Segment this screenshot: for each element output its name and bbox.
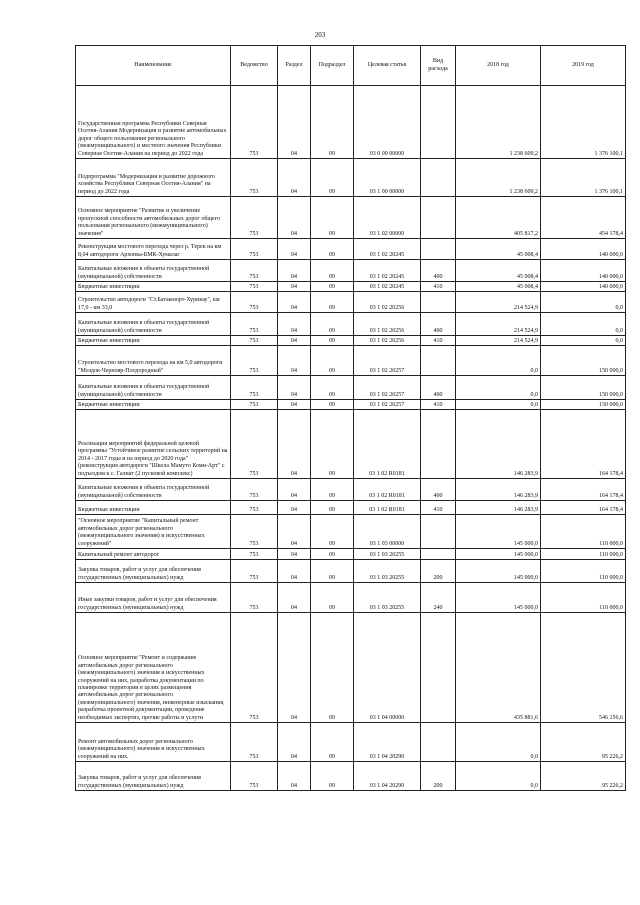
row-name: Бюджетные инвестиции xyxy=(76,400,231,410)
table-row xyxy=(76,159,626,197)
row-podrazdel: 09 xyxy=(311,336,354,346)
row-vedomstvo: 753 xyxy=(231,400,278,410)
row-name: Капитальные вложения в объекты государственной (муниципальной) собственности xyxy=(76,313,231,336)
row-vedomstvo: 753 xyxy=(231,336,278,346)
table-row xyxy=(76,197,626,239)
row-vedomstvo: 753 xyxy=(231,260,278,282)
row-expense-type: 400 xyxy=(421,479,456,501)
row-podrazdel: 09 xyxy=(311,400,354,410)
row-vedomstvo: 753 xyxy=(231,292,278,313)
row-target-article: 03 1 02 20257 xyxy=(354,376,421,400)
row-target-article: 03 1 04 20290 xyxy=(354,762,421,791)
row-amount-2018: 45 008,4 xyxy=(456,239,541,260)
row-amount-2019: 1 376 100,1 xyxy=(541,86,626,159)
table-row xyxy=(76,313,626,336)
page-number: 203 xyxy=(314,31,326,39)
row-amount-2019: 140 000,0 xyxy=(541,260,626,282)
header-year-2018: 2018 год xyxy=(456,46,541,86)
row-amount-2019: 164 178,4 xyxy=(541,479,626,501)
row-vedomstvo: 753 xyxy=(231,410,278,479)
row-expense-type xyxy=(421,239,456,260)
table-row xyxy=(76,400,626,410)
row-amount-2018: 45 008,4 xyxy=(456,260,541,282)
row-vedomstvo: 753 xyxy=(231,282,278,292)
table-row xyxy=(76,560,626,583)
row-podrazdel: 09 xyxy=(311,613,354,723)
row-podrazdel: 09 xyxy=(311,260,354,282)
header-year-2019: 2019 год xyxy=(541,46,626,86)
row-expense-type xyxy=(421,515,456,549)
row-amount-2018: 435 881,6 xyxy=(456,613,541,723)
row-razdel: 04 xyxy=(278,583,311,613)
table-row xyxy=(76,549,626,560)
row-razdel: 04 xyxy=(278,336,311,346)
row-razdel: 04 xyxy=(278,159,311,197)
row-amount-2018: 145 000,0 xyxy=(456,549,541,560)
table-row xyxy=(76,239,626,260)
row-razdel: 04 xyxy=(278,723,311,762)
row-name: Бюджетные инвестиции xyxy=(76,336,231,346)
row-name: Закупка товаров, работ и услуг для обеспечения государственных (муниципальных) нужд xyxy=(76,560,231,583)
row-podrazdel: 09 xyxy=(311,159,354,197)
row-name: "Основное мероприятие "Капитальный ремонт автомобильных дорог регионального (межмуниципального значения) и искусственных сооружений" xyxy=(76,515,231,549)
table-body xyxy=(76,86,626,791)
row-podrazdel: 09 xyxy=(311,410,354,479)
row-podrazdel: 09 xyxy=(311,86,354,159)
row-target-article: 03 1 02 R0181 xyxy=(354,479,421,501)
row-amount-2018: 1 238 609,2 xyxy=(456,159,541,197)
table-row xyxy=(76,260,626,282)
row-vedomstvo: 753 xyxy=(231,549,278,560)
row-name: Закупка товаров, работ и услуг для обеспечения государственных (муниципальных) нужд xyxy=(76,762,231,791)
row-name: Бюджетные инвестиции xyxy=(76,501,231,515)
row-name: Государственная программа Республики Северная Осетия-Алания Модернизация и развитие автомобильных дорог общего пользования регионального (межмуниципального) и местного значения Республики Северная Осетия-Алания на период до 2022 года xyxy=(76,86,231,159)
row-podrazdel: 09 xyxy=(311,197,354,239)
row-target-article: 03 0 00 00000 xyxy=(354,86,421,159)
row-razdel: 04 xyxy=(278,86,311,159)
row-amount-2019: 95 226,2 xyxy=(541,723,626,762)
row-amount-2019: 140 000,0 xyxy=(541,282,626,292)
row-razdel: 04 xyxy=(278,410,311,479)
row-razdel: 04 xyxy=(278,613,311,723)
row-amount-2019: 95 226,2 xyxy=(541,762,626,791)
row-target-article: 03 1 03 20255 xyxy=(354,583,421,613)
row-razdel: 04 xyxy=(278,197,311,239)
row-amount-2018: 0,0 xyxy=(456,346,541,376)
row-target-article: 03 1 02 20256 xyxy=(354,313,421,336)
row-expense-type: 410 xyxy=(421,501,456,515)
row-podrazdel: 09 xyxy=(311,549,354,560)
row-podrazdel: 09 xyxy=(311,723,354,762)
row-amount-2018: 145 000,0 xyxy=(456,583,541,613)
row-vedomstvo: 753 xyxy=(231,501,278,515)
row-expense-type: 410 xyxy=(421,336,456,346)
row-amount-2018: 214 524,9 xyxy=(456,336,541,346)
row-name: Капитальные вложения в объекты государственной (муниципальной) собственности xyxy=(76,260,231,282)
row-razdel: 04 xyxy=(278,239,311,260)
row-razdel: 04 xyxy=(278,762,311,791)
row-name: Строительство автодороги "Ст.Батакоюрт-Хурикау", км 17,0 - км 33,0 xyxy=(76,292,231,313)
row-vedomstvo: 753 xyxy=(231,515,278,549)
row-vedomstvo: 753 xyxy=(231,762,278,791)
row-amount-2018: 1 238 609,2 xyxy=(456,86,541,159)
row-razdel: 04 xyxy=(278,292,311,313)
row-amount-2019: 1 376 100,1 xyxy=(541,159,626,197)
row-amount-2019: 110 000,0 xyxy=(541,515,626,549)
row-vedomstvo: 753 xyxy=(231,583,278,613)
row-name: Основное мероприятие "Ремонт и содержание автомобильных дорог регионального (межмуниципального) значения и искусственных сооружений на них, разработка документации по планировке территории в целях размещения автомобильных дорог регионального (межмуниципального) значения, инженерные изыскания, разработка проектной документации, проведение необходимых экспертиз, прочие работы и услуги xyxy=(76,613,231,723)
table-row xyxy=(76,282,626,292)
row-podrazdel: 09 xyxy=(311,292,354,313)
table-row xyxy=(76,292,626,313)
row-amount-2019: 164 178,4 xyxy=(541,501,626,515)
row-amount-2019: 150 000,0 xyxy=(541,400,626,410)
row-podrazdel: 09 xyxy=(311,583,354,613)
row-target-article: 03 1 02 20245 xyxy=(354,239,421,260)
row-amount-2018: 146 283,9 xyxy=(456,501,541,515)
row-podrazdel: 09 xyxy=(311,313,354,336)
row-target-article: 03 1 02 20256 xyxy=(354,292,421,313)
table-row xyxy=(76,86,626,159)
row-name: Капитальные вложения в объекты государственной (муниципальной) собственности xyxy=(76,479,231,501)
header-podrazdel: Подраздел xyxy=(311,46,354,86)
row-expense-type xyxy=(421,346,456,376)
row-expense-type xyxy=(421,197,456,239)
row-amount-2018: 146 283,9 xyxy=(456,479,541,501)
table-row xyxy=(76,376,626,400)
row-razdel: 04 xyxy=(278,313,311,336)
row-podrazdel: 09 xyxy=(311,479,354,501)
row-amount-2019: 110 000,0 xyxy=(541,583,626,613)
row-amount-2019: 110 000,0 xyxy=(541,549,626,560)
row-expense-type: 410 xyxy=(421,400,456,410)
row-target-article: 03 1 02 20245 xyxy=(354,260,421,282)
row-razdel: 04 xyxy=(278,346,311,376)
row-amount-2019: 150 000,0 xyxy=(541,376,626,400)
row-razdel: 04 xyxy=(278,400,311,410)
row-name: Бюджетные инвестиции xyxy=(76,282,231,292)
row-target-article: 03 1 04 00000 xyxy=(354,613,421,723)
row-razdel: 04 xyxy=(278,549,311,560)
row-vedomstvo: 753 xyxy=(231,313,278,336)
row-expense-type: 200 xyxy=(421,762,456,791)
row-razdel: 04 xyxy=(278,479,311,501)
row-vedomstvo: 753 xyxy=(231,376,278,400)
row-razdel: 04 xyxy=(278,515,311,549)
budget-table xyxy=(75,45,626,791)
row-name: Строительство мостового перехода на км 5,0 автодороги "Моздок-Чернояр-Плодородный" xyxy=(76,346,231,376)
row-name: Реализация мероприятий федеральной целевой программы "Устойчивое развитие сельских территорий на 2014 - 2017 годы и на период до 2020 года" (реконструкция автодороги "Школа Мамуто Коми-Арт" с подъездом к с. Галиат (2 пусковой комплекс) xyxy=(76,410,231,479)
row-name: Подпрограмма "Модернизация и развитие дорожного хозяйства Республики Северная Осетия-Алания" на период до 2022 года xyxy=(76,159,231,197)
table-row xyxy=(76,336,626,346)
table-row xyxy=(76,479,626,501)
row-name: Иные закупки товаров, работ и услуг для обеспечения государственных (муниципальных) нужд xyxy=(76,583,231,613)
table-row xyxy=(76,501,626,515)
row-target-article: 03 1 02 R0181 xyxy=(354,501,421,515)
row-expense-type xyxy=(421,613,456,723)
row-target-article: 03 1 03 00000 xyxy=(354,515,421,549)
row-podrazdel: 09 xyxy=(311,282,354,292)
row-target-article: 03 1 03 20255 xyxy=(354,560,421,583)
table-row xyxy=(76,515,626,549)
row-expense-type xyxy=(421,86,456,159)
row-expense-type xyxy=(421,292,456,313)
row-razdel: 04 xyxy=(278,376,311,400)
row-razdel: 04 xyxy=(278,282,311,292)
table-row xyxy=(76,346,626,376)
row-amount-2019: 546 156,6 xyxy=(541,613,626,723)
row-target-article: 03 1 02 20257 xyxy=(354,346,421,376)
row-expense-type xyxy=(421,723,456,762)
row-expense-type: 200 xyxy=(421,560,456,583)
row-expense-type: 400 xyxy=(421,376,456,400)
row-podrazdel: 09 xyxy=(311,515,354,549)
row-expense-type: 410 xyxy=(421,282,456,292)
row-expense-type: 400 xyxy=(421,313,456,336)
table-row xyxy=(76,723,626,762)
row-podrazdel: 09 xyxy=(311,762,354,791)
row-vedomstvo: 753 xyxy=(231,239,278,260)
row-name: Ремонт автомобильных дорог регионального (межмуниципального) значения и искусственных сооружений на них. xyxy=(76,723,231,762)
row-amount-2018: 405 817,2 xyxy=(456,197,541,239)
row-razdel: 04 xyxy=(278,560,311,583)
row-amount-2018: 0,0 xyxy=(456,723,541,762)
row-podrazdel: 09 xyxy=(311,560,354,583)
row-vedomstvo: 753 xyxy=(231,723,278,762)
row-amount-2018: 0,0 xyxy=(456,376,541,400)
row-target-article: 03 1 02 00000 xyxy=(354,197,421,239)
row-amount-2019: 150 000,0 xyxy=(541,346,626,376)
row-target-article: 03 1 02 R0181 xyxy=(354,410,421,479)
header-target-article: Целевая статья xyxy=(354,46,421,86)
row-amount-2018: 146 283,9 xyxy=(456,410,541,479)
row-expense-type xyxy=(421,410,456,479)
row-vedomstvo: 753 xyxy=(231,159,278,197)
row-amount-2018: 45 008,4 xyxy=(456,282,541,292)
row-target-article: 03 1 02 20245 xyxy=(354,282,421,292)
row-name: Капитальные вложения в объекты государственной (муниципальной) собственности xyxy=(76,376,231,400)
row-amount-2018: 145 000,0 xyxy=(456,560,541,583)
row-razdel: 04 xyxy=(278,260,311,282)
row-amount-2018: 214 524,9 xyxy=(456,313,541,336)
row-expense-type xyxy=(421,159,456,197)
row-podrazdel: 09 xyxy=(311,346,354,376)
row-podrazdel: 09 xyxy=(311,239,354,260)
row-amount-2018: 0,0 xyxy=(456,762,541,791)
row-expense-type: 240 xyxy=(421,583,456,613)
table-row xyxy=(76,583,626,613)
row-amount-2019: 454 178,4 xyxy=(541,197,626,239)
row-vedomstvo: 753 xyxy=(231,560,278,583)
row-target-article: 03 1 04 20290 xyxy=(354,723,421,762)
row-name: Основное мероприятие "Развитие и увеличение пропускной способности автомобильных дорог общего пользования регионального (межмуниципального) значения" xyxy=(76,197,231,239)
table-row xyxy=(76,613,626,723)
row-vedomstvo: 753 xyxy=(231,479,278,501)
table-row xyxy=(76,410,626,479)
row-amount-2019: 0,0 xyxy=(541,336,626,346)
row-name: Реконструкция мостового перехода через р. Терек на км 8,04 автодороги Архонка-БМК-Хумалаг xyxy=(76,239,231,260)
row-amount-2018: 0,0 xyxy=(456,400,541,410)
row-amount-2019: 140 000,0 xyxy=(541,239,626,260)
row-amount-2018: 145 000,0 xyxy=(456,515,541,549)
header-vedomstvo: Ведомство xyxy=(231,46,278,86)
row-target-article: 03 1 03 20255 xyxy=(354,549,421,560)
header-expense-type: Вид расхода xyxy=(421,46,456,86)
row-podrazdel: 09 xyxy=(311,376,354,400)
row-vedomstvo: 753 xyxy=(231,346,278,376)
row-amount-2018: 214 524,9 xyxy=(456,292,541,313)
row-vedomstvo: 753 xyxy=(231,197,278,239)
row-razdel: 04 xyxy=(278,501,311,515)
header-razdel: Раздел xyxy=(278,46,311,86)
table-header-row xyxy=(76,46,626,86)
row-podrazdel: 09 xyxy=(311,501,354,515)
row-name: Капитальный ремонт автодорог xyxy=(76,549,231,560)
row-amount-2019: 110 000,0 xyxy=(541,560,626,583)
row-expense-type xyxy=(421,549,456,560)
row-amount-2019: 164 178,4 xyxy=(541,410,626,479)
row-vedomstvo: 753 xyxy=(231,613,278,723)
row-target-article: 03 1 00 00000 xyxy=(354,159,421,197)
table-row xyxy=(76,762,626,791)
row-amount-2019: 0,0 xyxy=(541,313,626,336)
header-name: Наименование xyxy=(76,46,231,86)
row-target-article: 03 1 02 20256 xyxy=(354,336,421,346)
row-expense-type: 400 xyxy=(421,260,456,282)
row-target-article: 03 1 02 20257 xyxy=(354,400,421,410)
row-vedomstvo: 753 xyxy=(231,86,278,159)
row-amount-2019: 0,0 xyxy=(541,292,626,313)
